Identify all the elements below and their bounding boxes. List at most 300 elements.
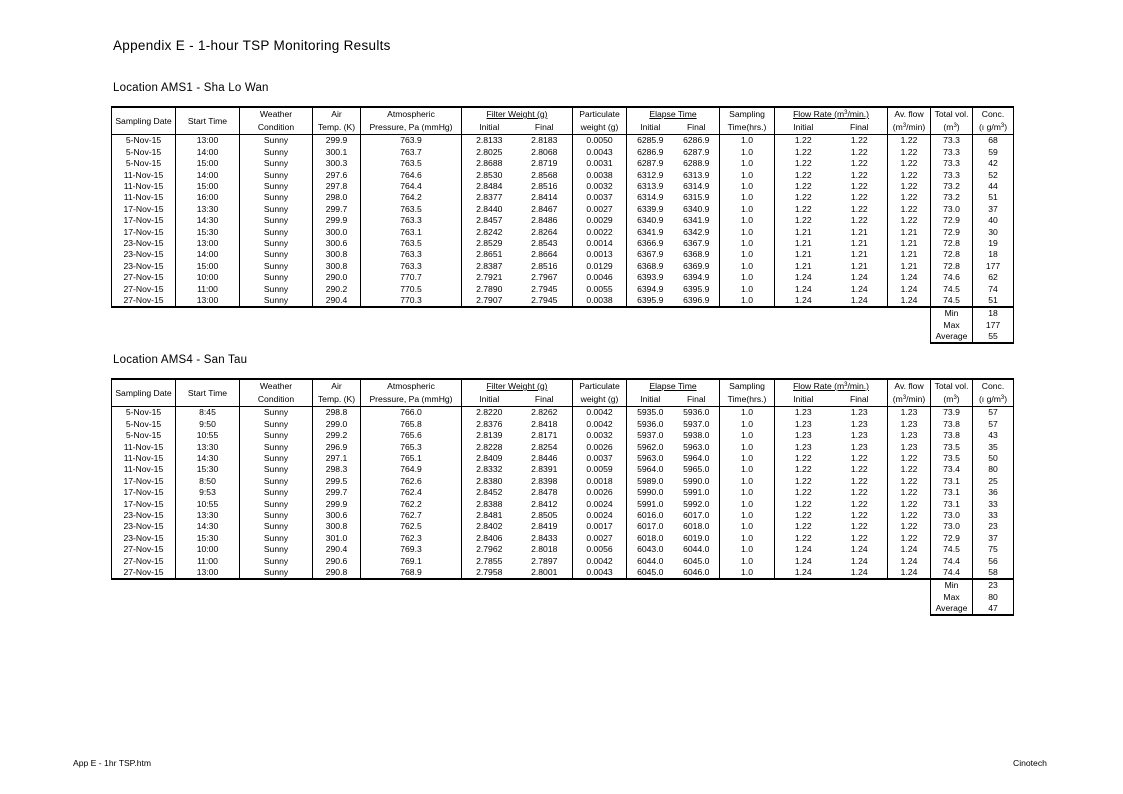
table-cell: 1.24 <box>775 294 832 306</box>
table-cell: 763.5 <box>361 203 462 214</box>
table-cell: 5936.0 <box>627 418 674 429</box>
page-title: Appendix E - 1-hour TSP Monitoring Results <box>113 38 391 53</box>
table-cell: 5-Nov-15 <box>112 430 176 441</box>
table-cell: 297.1 <box>313 453 361 464</box>
table-cell: 1.23 <box>850 407 868 418</box>
table-cell: 299.2 <box>313 430 361 441</box>
table-cell: 2.8391 <box>531 464 558 475</box>
table-cell: 299.0 <box>313 418 361 429</box>
table-cell: Sunny <box>240 294 313 306</box>
table-cell: 14:30 <box>176 215 240 226</box>
table-cell: 59 <box>973 146 1014 157</box>
table-row <box>112 135 1014 147</box>
table-cell: 2.8516 <box>531 260 558 271</box>
table-cell: 0.0014 <box>573 238 627 249</box>
summary-label-average: Average <box>931 603 973 615</box>
table-cell: 1.21 <box>888 238 931 249</box>
table-cell: 2.8171 <box>531 430 558 441</box>
table-cell: 297.8 <box>313 181 361 192</box>
col-header-flow-rate <box>775 379 888 393</box>
table-cell: 1.22 <box>888 215 931 226</box>
table-cell: 72.9 <box>931 215 973 226</box>
table-cell: 0.0037 <box>573 192 627 203</box>
table-cell: 73.1 <box>931 487 973 498</box>
table-cell: 1.22 <box>850 158 868 169</box>
conc-unit-unit-end: ) <box>1004 122 1008 132</box>
table-cell: 0.0027 <box>573 203 627 214</box>
table-cell: 766.0 <box>361 407 462 419</box>
table-cell: 6368.9 <box>683 249 710 260</box>
table-cell: 6394.9 <box>683 272 710 283</box>
table-cell: 0.0050 <box>573 135 627 147</box>
table-cell: 74.5 <box>931 544 973 555</box>
col-header-av-flow-unit <box>888 393 931 407</box>
col-header-condition <box>240 393 313 407</box>
table-cell: 1.23 <box>888 418 931 429</box>
col-header-start-time <box>176 379 240 407</box>
table-cell: 1.24 <box>775 544 832 555</box>
table-cell: Sunny <box>240 555 313 566</box>
col-header-flow-final <box>832 121 888 135</box>
flow-rate-superscript: 3 <box>844 110 848 116</box>
table-cell: 15:00 <box>176 158 240 169</box>
weather-label: Weather <box>259 381 293 391</box>
table-cell: 5937.0 <box>627 430 674 441</box>
conc-unit-text: (ı g/m <box>978 122 1001 132</box>
col-header-elapse-final <box>674 393 720 407</box>
table-cell: 2.8484 <box>462 181 517 192</box>
col-header-weight-label: weight (g) <box>580 394 619 404</box>
summary-value-max: 177 <box>973 319 1014 330</box>
table-cell: 1.22 <box>775 215 832 226</box>
table-cell: 1.22 <box>850 475 868 486</box>
table-cell: 6341.9 <box>627 226 674 237</box>
elapse-time-label: Elapse Time <box>649 109 697 119</box>
table-cell: 1.0 <box>720 521 775 532</box>
table-cell: 1.21 <box>888 249 931 260</box>
table-cell: 1.22 <box>888 464 931 475</box>
table-cell: 1.22 <box>888 146 931 157</box>
table-cell: 2.7945 <box>517 294 573 306</box>
summary-spacer <box>112 579 931 591</box>
table-cell: 765.6 <box>361 430 462 441</box>
col-header-condition <box>240 121 313 135</box>
table-cell: 1.22 <box>775 453 832 464</box>
table-cell: 2.8388 <box>462 498 517 509</box>
table-cell: 2.8398 <box>531 475 558 486</box>
table-cell: 1.22 <box>850 498 868 509</box>
table-cell: 2.7962 <box>462 544 517 555</box>
col-header-av-flow <box>888 107 931 121</box>
table-cell: 2.8183 <box>531 135 558 146</box>
col-header-conc-unit <box>973 393 1014 407</box>
table-cell: 762.7 <box>361 510 462 521</box>
table-cell: Sunny <box>240 135 313 147</box>
table-cell: 6016.0 <box>627 510 674 521</box>
table-cell: 763.3 <box>361 260 462 271</box>
table-cell: Sunny <box>240 418 313 429</box>
table-cell: 300.6 <box>313 238 361 249</box>
table-cell: 0.0031 <box>573 158 627 169</box>
table-cell: 2.8452 <box>462 487 517 498</box>
table-cell: 6341.9 <box>683 215 710 226</box>
table-row <box>112 249 1014 260</box>
table-cell: 1.0 <box>720 135 775 147</box>
summary-value-max: 80 <box>973 591 1014 602</box>
av-flow-unit-text: (m <box>892 122 903 132</box>
table-cell: 762.4 <box>361 487 462 498</box>
col-header-filter-final-label: Final <box>534 394 554 404</box>
table-cell: 2.7967 <box>531 272 558 283</box>
total-vol-unit-unit-end: ) <box>956 394 960 404</box>
table-cell: 8:50 <box>176 475 240 486</box>
table-cell: 1.22 <box>888 510 931 521</box>
summary-row-average <box>112 331 1014 343</box>
table-cell: 2.8133 <box>462 135 517 147</box>
av-flow-label: Av. flow <box>894 109 924 119</box>
table-cell: 6313.9 <box>683 169 710 180</box>
location-1-title: Location AMS1 - Sha Lo Wan <box>113 82 269 94</box>
table-cell: 0.0056 <box>573 544 627 555</box>
total-vol-unit-unit-end: ) <box>956 122 960 132</box>
av-flow-label: Av. flow <box>894 381 924 391</box>
conc-label: Conc. <box>981 381 1005 391</box>
table-cell: 13:00 <box>176 135 240 147</box>
table-cell: 1.24 <box>888 272 931 283</box>
total-vol-label: Total vol. <box>934 381 969 391</box>
table-cell: 1.22 <box>850 135 868 146</box>
table-cell: 290.4 <box>313 294 361 306</box>
summary-spacer <box>112 603 931 615</box>
col-header-air <box>313 379 361 393</box>
table-cell: 1.21 <box>775 226 832 237</box>
sampling-label: Sampling <box>729 381 765 391</box>
table-cell: 51 <box>973 192 1014 203</box>
summary-row-min <box>112 307 1014 319</box>
table-cell: 17-Nov-15 <box>112 203 176 214</box>
table-cell: 2.8433 <box>531 532 558 543</box>
table-cell: 73.0 <box>931 521 973 532</box>
table-cell: Sunny <box>240 238 313 249</box>
table-cell: 1.22 <box>775 181 832 192</box>
summary-value-average: 47 <box>973 603 1014 615</box>
col-header-conc <box>973 107 1014 121</box>
table-cell: 768.9 <box>361 566 462 578</box>
elapse-time-label: Elapse Time <box>649 381 697 391</box>
table-cell: 13:00 <box>176 238 240 249</box>
col-header-pressure <box>361 121 462 135</box>
table-cell: 1.24 <box>850 555 868 566</box>
table-cell: 5991.0 <box>627 498 674 509</box>
table-row <box>112 453 1014 464</box>
table-cell: 1.23 <box>850 418 868 429</box>
table-row <box>112 555 1014 566</box>
table-cell: 1.0 <box>720 487 775 498</box>
col-header-sampling-date <box>112 107 176 135</box>
table-cell: 1.22 <box>850 453 868 464</box>
table-row <box>112 283 1014 294</box>
table-cell: 75 <box>973 544 1014 555</box>
table-cell: 6342.9 <box>683 226 710 237</box>
table-cell: 13:00 <box>176 294 240 306</box>
table-cell: 1.21 <box>850 238 868 248</box>
table-row <box>112 510 1014 521</box>
table-cell: Sunny <box>240 532 313 543</box>
table-cell: 74.5 <box>931 283 973 294</box>
col-header-elapse-initial-label: Initial <box>640 122 661 132</box>
table-cell: 1.22 <box>888 192 931 203</box>
table-cell: 1.22 <box>850 169 868 180</box>
table-cell: 0.0042 <box>573 418 627 429</box>
table-row <box>112 169 1014 180</box>
table-cell: 764.4 <box>361 181 462 192</box>
table-row <box>112 464 1014 475</box>
table-cell: 6018.0 <box>683 521 710 532</box>
col-header-pressure <box>361 393 462 407</box>
col-header-temp <box>313 393 361 407</box>
filter-weight-label: Filter Weight (g) <box>486 381 548 391</box>
col-header-elapse-time <box>627 379 720 393</box>
table-cell: 0.0022 <box>573 226 627 237</box>
col-header-flow-initial <box>775 393 832 407</box>
table-cell: 0.0042 <box>573 555 627 566</box>
summary-value-min: 18 <box>973 307 1014 319</box>
table-cell: 5963.0 <box>683 441 710 452</box>
table-cell: 36 <box>973 487 1014 498</box>
table-cell: 57 <box>973 418 1014 429</box>
table-cell: 5964.0 <box>627 464 674 475</box>
table-cell: 14:00 <box>176 249 240 260</box>
table-cell: 2.8568 <box>531 169 558 180</box>
table-cell: Sunny <box>240 272 313 283</box>
col-header-particulate <box>573 107 627 121</box>
conc-unit-superscript: 3 <box>1000 123 1005 129</box>
sampling-label: Sampling <box>729 109 765 119</box>
flow-rate-label <box>793 109 869 119</box>
particulate-label: Particulate <box>579 109 620 119</box>
table-cell: 2.8409 <box>462 453 517 464</box>
table-cell: 2.8478 <box>531 487 558 498</box>
table-cell: 1.24 <box>888 544 931 555</box>
col-header-filter-initial <box>462 121 517 135</box>
table-cell: 5937.0 <box>683 418 710 429</box>
table-cell: 1.22 <box>850 181 868 192</box>
table-cell: 6367.9 <box>627 249 674 260</box>
col-header-filter-weight <box>462 379 573 393</box>
table-cell: 1.22 <box>850 464 868 475</box>
col-header-flow-final-label: Final <box>849 122 869 132</box>
table-cell: 6314.9 <box>683 181 710 192</box>
col-header-filter-final-label: Final <box>534 122 554 132</box>
table-cell: 2.8380 <box>462 475 517 486</box>
table-row <box>112 272 1014 283</box>
table-cell: 11-Nov-15 <box>112 464 176 475</box>
table-cell: 10:55 <box>176 430 240 441</box>
table-cell: 1.0 <box>720 226 775 237</box>
table-cell: 6046.0 <box>674 566 720 578</box>
table-cell: 300.1 <box>313 146 361 157</box>
table-cell: Sunny <box>240 249 313 260</box>
table-cell: 19 <box>973 238 1014 249</box>
table-cell: 1.22 <box>775 464 832 475</box>
table-row <box>112 203 1014 214</box>
table-cell: 1.23 <box>850 441 868 452</box>
table-cell: 0.0018 <box>573 475 627 486</box>
table-cell: 1.0 <box>720 260 775 271</box>
col-header-time-hrs-label: Time(hrs.) <box>727 394 767 404</box>
table-cell: 1.22 <box>850 192 868 203</box>
table-cell: 37 <box>973 532 1014 543</box>
table-cell: 1.22 <box>850 510 868 520</box>
total-vol-unit-text: (m <box>943 394 954 404</box>
table-cell: 0.0024 <box>573 510 627 521</box>
table-cell: 73.3 <box>931 135 973 147</box>
col-header-time-hrs-label: Time(hrs.) <box>727 122 767 132</box>
table-cell: Sunny <box>240 430 313 441</box>
col-header-flow-rate <box>775 107 888 121</box>
table-cell: 1.21 <box>850 249 868 260</box>
table-cell: 5-Nov-15 <box>112 418 176 429</box>
table-cell: 765.3 <box>361 441 462 452</box>
table-cell: 1.22 <box>888 203 931 214</box>
table-cell: 2.7907 <box>462 294 517 306</box>
summary-row-max <box>112 591 1014 602</box>
summary-row-max <box>112 319 1014 330</box>
table-cell: 299.7 <box>313 203 361 214</box>
table-cell: 1.0 <box>720 249 775 260</box>
table-cell: 1.0 <box>720 407 775 419</box>
table-cell: 13:30 <box>176 510 240 521</box>
table-cell: 1.22 <box>850 146 868 157</box>
table-cell: Sunny <box>240 181 313 192</box>
table-cell: Sunny <box>240 203 313 214</box>
av-flow-unit-text: (m <box>892 394 903 404</box>
table-cell: 1.0 <box>720 498 775 509</box>
table-cell: 0.0043 <box>573 566 627 578</box>
table-cell: 1.22 <box>888 158 931 169</box>
table-cell: 73.5 <box>931 453 973 464</box>
table-cell: 1.0 <box>720 555 775 566</box>
table-cell: 23-Nov-15 <box>112 532 176 543</box>
col-header-elapse-final <box>674 121 720 135</box>
table-cell: 6288.9 <box>683 158 710 169</box>
table-cell: 763.3 <box>361 215 462 226</box>
table-cell: 73.1 <box>931 498 973 509</box>
table-cell: 1.0 <box>720 283 775 294</box>
table-cell: 1.21 <box>850 260 868 271</box>
table-cell: 1.23 <box>850 430 868 441</box>
summary-spacer <box>112 307 931 319</box>
table-row <box>112 407 1014 419</box>
col-header-sampling-date <box>112 379 176 407</box>
filter-weight-label: Filter Weight (g) <box>486 109 548 119</box>
table-cell: 40 <box>973 215 1014 226</box>
table-cell: 10:00 <box>176 272 240 283</box>
table-cell: 0.0032 <box>573 181 627 192</box>
table-cell: 23-Nov-15 <box>112 260 176 271</box>
summary-value-min: 23 <box>973 579 1014 591</box>
table-cell: 2.8377 <box>462 192 517 203</box>
av-flow-unit-unit-end: /min) <box>906 122 926 132</box>
table-cell: Sunny <box>240 521 313 532</box>
table-cell: Sunny <box>240 226 313 237</box>
table-cell: 300.6 <box>313 510 361 521</box>
table-cell: 14:00 <box>176 146 240 157</box>
table-cell: Sunny <box>240 407 313 419</box>
col-header-elapse-initial <box>627 121 674 135</box>
table-row <box>112 544 1014 555</box>
table-cell: 765.8 <box>361 418 462 429</box>
table-cell: 27-Nov-15 <box>112 566 176 578</box>
table-cell: 1.22 <box>850 215 868 226</box>
table-cell: 2.8068 <box>531 146 558 157</box>
table-cell: 0.0026 <box>573 441 627 452</box>
summary-spacer <box>112 591 931 602</box>
table-cell: 23 <box>973 521 1014 532</box>
summary-value-average: 55 <box>973 331 1014 343</box>
table-cell: 0.0037 <box>573 453 627 464</box>
col-header-pressure-label: Pressure, Pa (mmHg) <box>369 394 453 404</box>
table-cell: 5935.0 <box>627 407 674 419</box>
table-cell: 1.22 <box>775 532 832 543</box>
table-cell: 1.22 <box>850 532 868 543</box>
table-cell: 1.22 <box>888 453 931 464</box>
summary-row-average <box>112 603 1014 615</box>
table-cell: 1.0 <box>720 181 775 192</box>
table-cell: 68 <box>973 135 1014 147</box>
table-cell: 769.1 <box>361 555 462 566</box>
table-cell: 5962.0 <box>627 441 674 452</box>
table-cell: 27-Nov-15 <box>112 544 176 555</box>
total-vol-unit-superscript: 3 <box>953 395 957 401</box>
table-cell: 72.8 <box>931 249 973 260</box>
table-cell: 0.0032 <box>573 430 627 441</box>
table-cell: 1.22 <box>888 181 931 192</box>
table-cell: 0.0129 <box>573 260 627 271</box>
table-cell: 15:30 <box>176 464 240 475</box>
table-cell: 1.23 <box>775 407 832 419</box>
table-cell: 56 <box>973 555 1014 566</box>
col-header-temp-label: Temp. (K) <box>317 394 356 404</box>
table-cell: 0.0042 <box>573 407 627 419</box>
table-cell: 9:50 <box>176 418 240 429</box>
table-cell: 2.7855 <box>462 555 517 566</box>
col-header-total-vol <box>931 379 973 393</box>
table-cell: 1.22 <box>775 203 832 214</box>
table-row <box>112 260 1014 271</box>
table-cell: Sunny <box>240 510 313 521</box>
table-cell: 1.0 <box>720 192 775 203</box>
col-header-temp <box>313 121 361 135</box>
table-cell: 1.24 <box>888 294 931 306</box>
table-row <box>112 226 1014 237</box>
air-label: Air <box>331 381 342 391</box>
table-cell: 1.24 <box>775 272 832 283</box>
table-cell: 62 <box>973 272 1014 283</box>
table-cell: 73.4 <box>931 464 973 475</box>
table-cell: 2.8018 <box>531 544 558 555</box>
table-row <box>112 532 1014 543</box>
table-cell: 1.22 <box>775 158 832 169</box>
col-header-atmospheric <box>361 379 462 393</box>
table-cell: 43 <box>973 430 1014 441</box>
col-header-filter-initial-label: Initial <box>479 122 500 132</box>
table-cell: 5-Nov-15 <box>112 158 176 169</box>
conc-label: Conc. <box>981 109 1005 119</box>
table-cell: 1.0 <box>720 238 775 249</box>
table-cell: 6018.0 <box>627 532 674 543</box>
table-cell: 1.24 <box>850 272 868 283</box>
